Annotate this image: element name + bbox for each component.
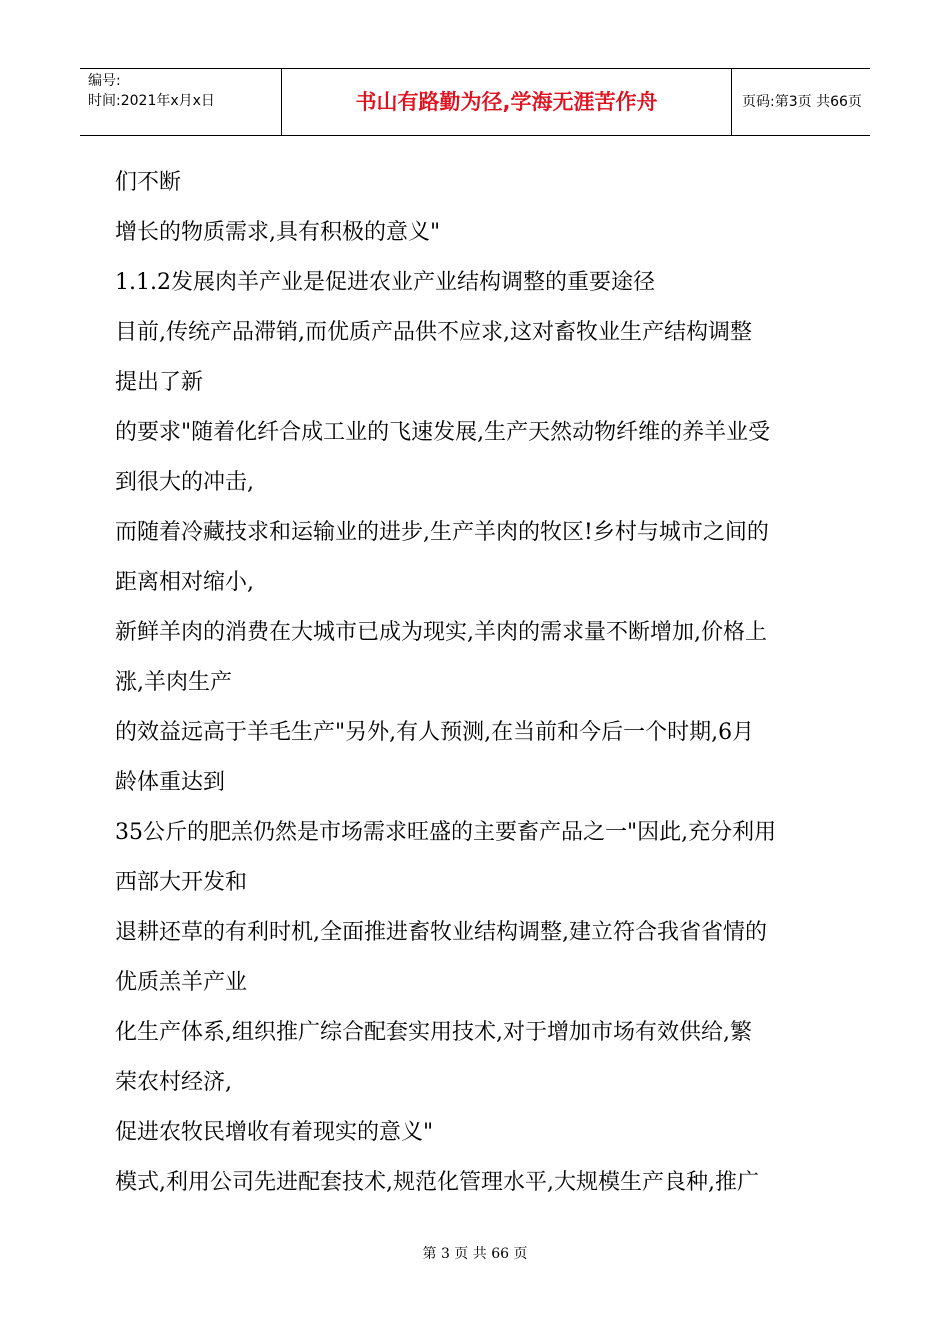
body-line: 龄体重达到 bbox=[115, 770, 226, 795]
page-header bbox=[80, 68, 870, 136]
body-line: 荣农村经济, bbox=[115, 1070, 232, 1095]
body-line: 目前,传统产品滞销,而优质产品供不应求,这对畜牧业生产结构调整 bbox=[115, 320, 752, 345]
page-footer: 第 3 页 共 66 页 bbox=[422, 1246, 528, 1262]
body-line: 西部大开发和 bbox=[115, 870, 248, 895]
body-line: 到很大的冲击, bbox=[115, 470, 254, 495]
body-line: 新鲜羊肉的消费在大城市已成为现实,羊肉的需求量不断增加,价格上 bbox=[115, 620, 767, 645]
header-motto: 书山有路勤为径,学海无涯苦作舟 bbox=[282, 69, 732, 135]
document-body bbox=[115, 158, 845, 1208]
section-heading: 1.1.2发展肉羊产业是促进农业产业结构调整的重要途径 bbox=[115, 270, 655, 295]
body-line: 提出了新 bbox=[115, 370, 204, 395]
body-line: 涨,羊肉生产 bbox=[115, 670, 232, 695]
body-line: 们不断 bbox=[115, 170, 182, 195]
body-line: 化生产体系,组织推广综合配套实用技术,对于增加市场有效供给,繁 bbox=[115, 1020, 752, 1045]
body-line: 而随着冷藏技求和运输业的进步,生产羊肉的牧区!乡村与城市之间的 bbox=[115, 520, 769, 545]
header-meta bbox=[80, 69, 282, 135]
header-page-info: 页码:第3页 共66页 bbox=[742, 94, 862, 110]
body-line: 退耕还草的有利时机,全面推进畜牧业结构调整,建立符合我省省情的 bbox=[115, 920, 767, 945]
body-line: 增长的物质需求,具有积极的意义" bbox=[115, 220, 441, 245]
document-number-label: 编号: bbox=[88, 73, 121, 89]
body-line: 距离相对缩小, bbox=[115, 570, 254, 595]
body-line: 的效益远高于羊毛生产"另外,有人预测,在当前和今后一个时期,6月 bbox=[115, 720, 755, 745]
body-line: 35公斤的肥羔仍然是市场需求旺盛的主要畜产品之一"因此,充分利用 bbox=[115, 820, 777, 845]
body-line: 促进农牧民增收有着现实的意义" bbox=[115, 1120, 434, 1145]
document-date: 时间:2021年x月x日 bbox=[88, 93, 215, 109]
body-line: 模式,利用公司先进配套技术,规范化管理水平,大规模生产良种,推广 bbox=[115, 1170, 759, 1195]
body-line: 优质羔羊产业 bbox=[115, 970, 248, 995]
body-line: 的要求"随着化纤合成工业的飞速发展,生产天然动物纤维的养羊业受 bbox=[115, 420, 771, 445]
